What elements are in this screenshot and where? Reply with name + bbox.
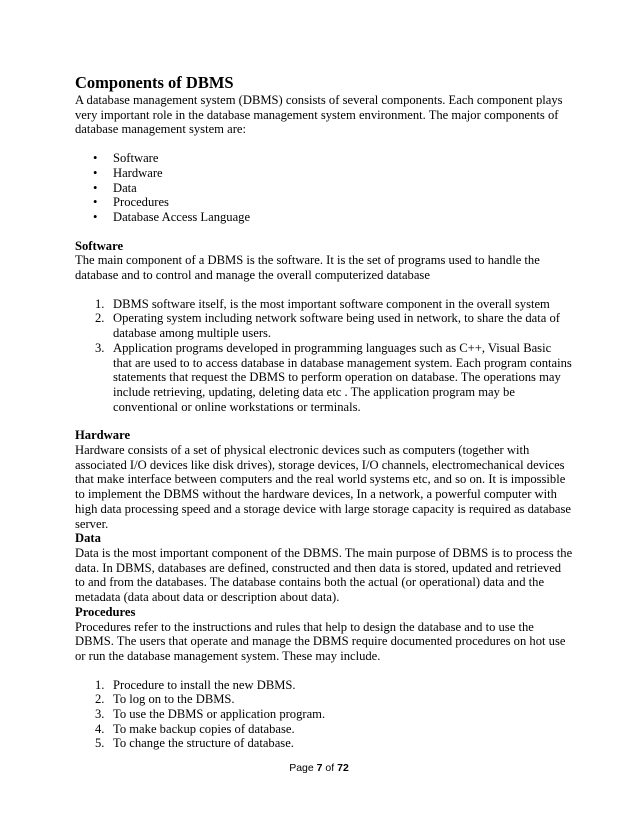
- bullet-icon: •: [93, 180, 98, 195]
- page-content: [75, 73, 573, 765]
- list-item-text: To log on to the DBMS.: [113, 692, 235, 707]
- list-item-text: DBMS software itself, is the most important software component in the overall system: [113, 296, 550, 311]
- page-title: Components of DBMS: [75, 73, 234, 92]
- list-number: 5.: [95, 736, 105, 751]
- list-item-text: Database Access Language: [113, 209, 251, 224]
- list-number: 1.: [95, 677, 105, 692]
- list-item-text: Data: [113, 180, 137, 195]
- procedure-item: [75, 692, 573, 707]
- procedures-list: [75, 678, 573, 752]
- list-item-text: Application programs developed in programming languages such as C++, Visual Basic that are used to to access database in database management system. Each program contains statements that request the DBMS to perform operation on database. The operations may include retrieving, updating, deleting data etc . The application program may be conventional or online workstations or terminals.: [113, 340, 572, 414]
- footer-page-label: Page: [289, 762, 314, 774]
- list-number: 4.: [95, 721, 105, 736]
- list-item-text: Procedures: [113, 195, 169, 210]
- software-heading: Software: [75, 238, 124, 253]
- component-item: [75, 195, 573, 210]
- component-item: [75, 166, 573, 181]
- footer-current-page: 7: [316, 762, 323, 774]
- data-paragraph: Data is the most important component of the DBMS. The main purpose of DBMS is to process the data. In DBMS, databases are defined, constructed and then data is stored, updated and retrieved to and from the databases. The database contains both the actual (or operational) data and the metadata (data about data or description about data).: [75, 545, 573, 605]
- procedure-item: [75, 722, 573, 737]
- component-item: [75, 181, 573, 196]
- list-item-text: To make backup copies of database.: [113, 721, 295, 736]
- page-footer: [0, 762, 638, 774]
- intro-paragraph: A database management system (DBMS) consists of several components. Each component plays very important role in the database management system environment. The major components of database management system are:: [75, 93, 563, 137]
- list-item-text: Hardware: [113, 165, 163, 180]
- procedures-paragraph: Procedures refer to the instructions and rules that help to design the database and to use the DBMS. The users that operate and manage the DBMS require documented procedures on hot use or run the database management system. These may include.: [75, 619, 566, 663]
- footer-total-pages: 72: [337, 762, 349, 774]
- software-item: [75, 311, 573, 340]
- list-number: 1.: [95, 296, 105, 311]
- procedure-item: [75, 736, 573, 751]
- list-number: 2.: [95, 311, 105, 326]
- bullet-icon: •: [93, 151, 98, 166]
- software-list: [75, 297, 573, 415]
- list-item-text: Operating system including network software being used in network, to share the data of database among multiple users.: [113, 311, 560, 341]
- list-number: 3.: [95, 340, 105, 355]
- component-item: [75, 210, 573, 225]
- list-number: 2.: [95, 692, 105, 707]
- procedure-item: [75, 678, 573, 693]
- software-item: [75, 341, 573, 415]
- hardware-paragraph: Hardware consists of a set of physical electronic devices such as computers (together with associated I/O devices like disk drives), storage devices, I/O channels, electromechanical devices that make interface between computers and the real world systems etc, and so on. It is impossible to implement the DBMS without the hardware devices, In a network, a powerful computer with high data processing speed and a storage device with large storage capacity is required as database server.: [75, 443, 571, 531]
- list-item-text: Procedure to install the new DBMS.: [113, 677, 296, 692]
- software-paragraph: The main component of a DBMS is the software. It is the set of programs used to handle the database and to control and manage the overall computerized database: [75, 253, 540, 283]
- component-item: [75, 151, 573, 166]
- hardware-heading: Hardware: [75, 428, 131, 443]
- list-item-text: To use the DBMS or application program.: [113, 707, 326, 722]
- software-item: [75, 297, 573, 312]
- components-list: [75, 151, 573, 225]
- data-heading: Data: [75, 531, 101, 546]
- procedures-heading: Procedures: [75, 604, 136, 619]
- footer-of-label: of: [325, 762, 335, 774]
- list-item-text: To change the structure of database.: [113, 736, 294, 751]
- list-number: 3.: [95, 707, 105, 722]
- bullet-icon: •: [93, 165, 98, 180]
- list-item-text: Software: [113, 151, 159, 166]
- bullet-icon: •: [93, 195, 98, 210]
- procedure-item: [75, 707, 573, 722]
- bullet-icon: •: [93, 209, 98, 224]
